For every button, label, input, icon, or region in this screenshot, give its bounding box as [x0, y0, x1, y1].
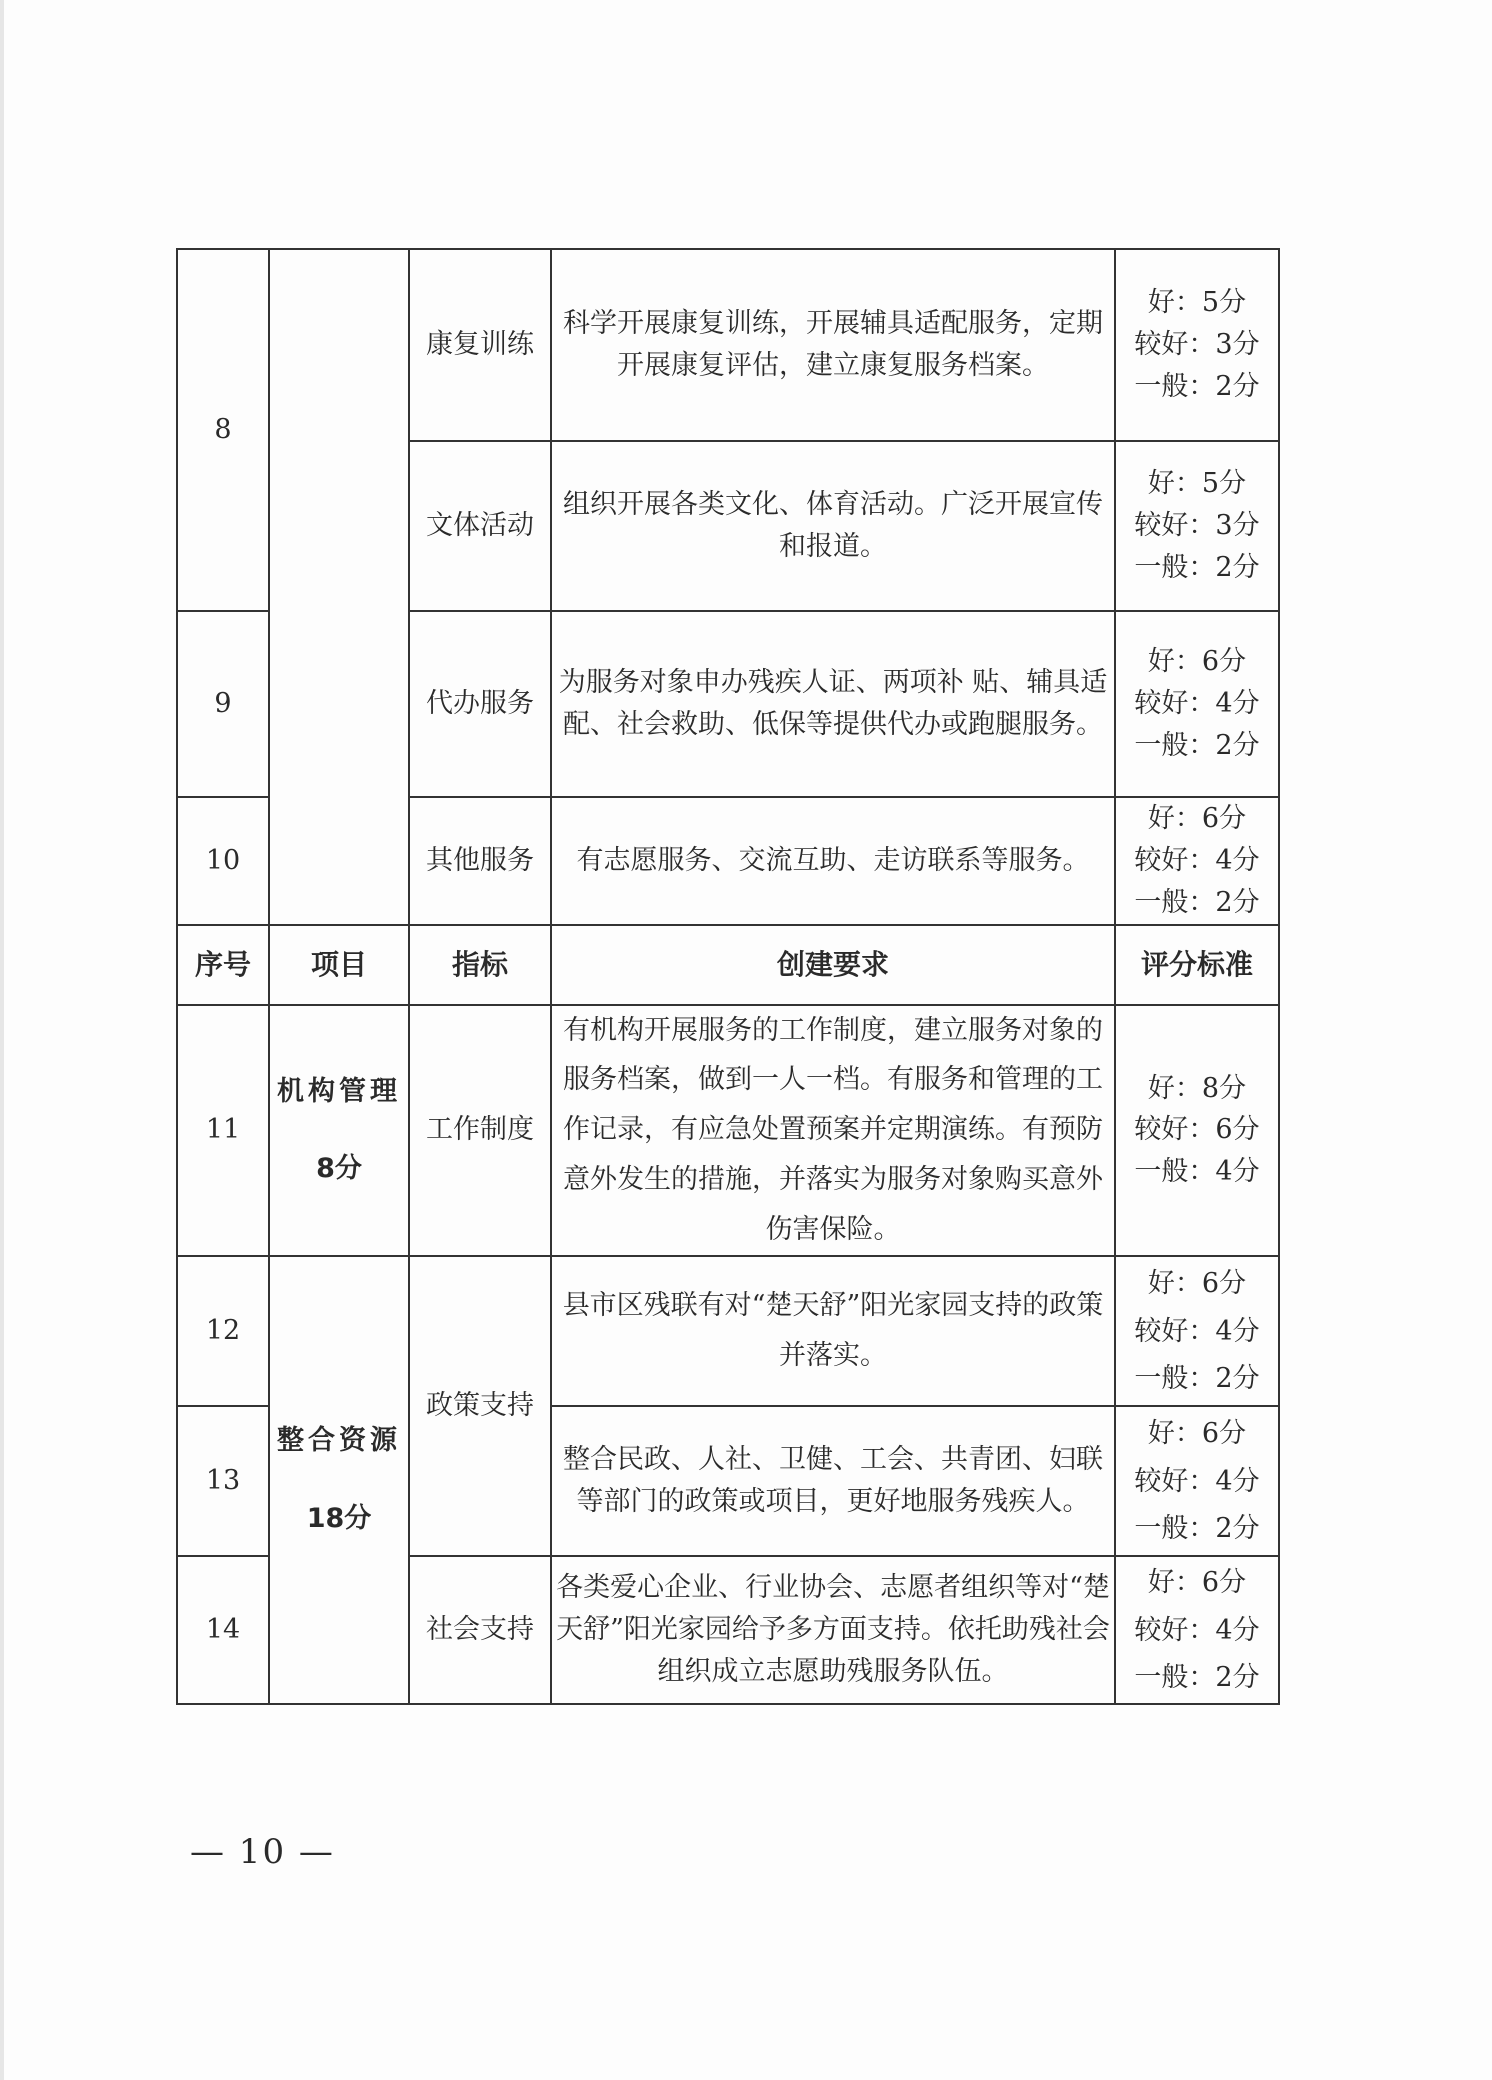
score-normal: 一般：2分 — [1134, 1661, 1260, 1693]
table-row — [177, 1256, 1279, 1406]
row-number: 9 — [177, 611, 269, 797]
row-number: 13 — [177, 1406, 269, 1556]
requirement-cell: 组织开展各类文化、体育活动。广泛开展宣传和报道。 — [551, 441, 1115, 611]
indicator-cell: 政策支持 — [409, 1256, 551, 1556]
score-cell — [1115, 1556, 1279, 1704]
requirement-cell: 各类爱心企业、行业协会、志愿者组织等对“楚天舒”阳光家园给予多方面支持。依托助残社会组织成立志愿助残服务队伍。 — [551, 1556, 1115, 1704]
score-good: 好：6分 — [1147, 1418, 1247, 1450]
indicator-cell: 社会支持 — [409, 1556, 551, 1704]
row-number: 8 — [177, 249, 269, 611]
project-name: 机构管理 — [277, 1075, 401, 1107]
score-cell — [1115, 1005, 1279, 1257]
indicator-cell: 其他服务 — [409, 797, 551, 925]
row-number: 11 — [177, 1005, 269, 1257]
score-cell — [1115, 797, 1279, 925]
score-cell — [1115, 441, 1279, 611]
table-header-row — [177, 925, 1279, 1005]
project-cell — [269, 1005, 409, 1257]
header-requirement: 创建要求 — [551, 925, 1115, 1005]
requirement-cell: 科学开展康复训练，开展辅具适配服务，定期开展康复评估，建立康复服务档案。 — [551, 249, 1115, 441]
score-fair: 较好：4分 — [1134, 1315, 1260, 1347]
score-good: 好：6分 — [1147, 1567, 1247, 1599]
requirement-cell: 有志愿服务、交流互助、走访联系等服务。 — [551, 797, 1115, 925]
score-normal: 一般：2分 — [1134, 370, 1260, 402]
score-cell — [1115, 249, 1279, 441]
evaluation-table — [176, 248, 1280, 1705]
row-number: 10 — [177, 797, 269, 925]
score-normal: 一般：4分 — [1134, 1156, 1260, 1188]
score-fair: 较好：4分 — [1134, 1465, 1260, 1497]
score-fair: 较好：4分 — [1134, 844, 1260, 876]
project-cell-empty — [269, 249, 409, 925]
project-name: 整合资源 — [277, 1425, 401, 1457]
header-no: 序号 — [177, 925, 269, 1005]
requirement-cell: 为服务对象申办残疾人证、两项补 贴、辅具适配、社会救助、低保等提供代办或跑腿服务。 — [551, 611, 1115, 797]
score-fair: 较好：6分 — [1134, 1114, 1260, 1146]
project-cell — [269, 1256, 409, 1704]
score-fair: 较好：3分 — [1134, 510, 1260, 542]
header-indicator: 指标 — [409, 925, 551, 1005]
header-scoring: 评分标准 — [1115, 925, 1279, 1005]
score-good: 好：6分 — [1147, 646, 1247, 678]
score-cell — [1115, 1406, 1279, 1556]
page-number: — 10 — — [190, 1832, 335, 1872]
row-number: 12 — [177, 1256, 269, 1406]
score-fair: 较好：4分 — [1134, 1614, 1260, 1646]
score-normal: 一般：2分 — [1134, 1362, 1260, 1394]
score-cell — [1115, 611, 1279, 797]
table-row — [177, 1005, 1279, 1257]
row-number: 14 — [177, 1556, 269, 1704]
score-cell — [1115, 1256, 1279, 1406]
score-normal: 一般：2分 — [1134, 1512, 1260, 1544]
score-normal: 一般：2分 — [1134, 729, 1260, 761]
page-edge — [0, 0, 4, 2080]
table-row — [177, 249, 1279, 441]
score-fair: 较好：3分 — [1134, 329, 1260, 361]
indicator-cell: 康复训练 — [409, 249, 551, 441]
score-good: 好：6分 — [1147, 1268, 1247, 1300]
header-project: 项目 — [269, 925, 409, 1005]
indicator-cell: 文体活动 — [409, 441, 551, 611]
score-good: 好：8分 — [1147, 1072, 1247, 1104]
indicator-cell: 工作制度 — [409, 1005, 551, 1257]
project-points: 8分 — [316, 1153, 362, 1185]
score-fair: 较好：4分 — [1134, 688, 1260, 720]
score-good: 好：6分 — [1147, 803, 1247, 834]
score-good: 好：5分 — [1147, 287, 1247, 319]
score-normal: 一般：2分 — [1134, 551, 1260, 583]
score-normal: 一般：2分 — [1134, 886, 1260, 918]
project-points: 18分 — [306, 1503, 372, 1535]
requirement-cell: 整合民政、人社、卫健、工会、共青团、妇联等部门的政策或项目，更好地服务残疾人。 — [551, 1406, 1115, 1556]
requirement-cell: 县市区残联有对“楚天舒”阳光家园支持的政策并落实。 — [551, 1256, 1115, 1406]
requirement-cell: 有机构开展服务的工作制度，建立服务对象的服务档案，做到一人一档。有服务和管理的工作记录，有应急处置预案并定期演练。有预防意外发生的措施，并落实为服务对象购买意外伤害保险。 — [551, 1005, 1115, 1257]
score-good: 好：5分 — [1147, 468, 1247, 500]
indicator-cell: 代办服务 — [409, 611, 551, 797]
